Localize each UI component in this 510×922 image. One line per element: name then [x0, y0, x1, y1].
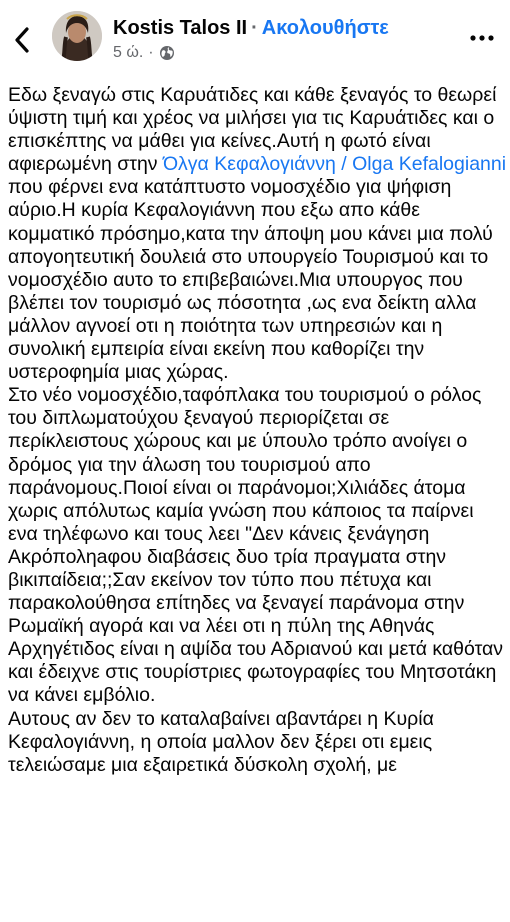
author-name[interactable]: Kostis Talos II: [113, 17, 248, 39]
author-line: [113, 16, 389, 40]
post-paragraph-2: Στο νέο νομοσχέδιο,ταφόπλακα του τουρισμού ο ρόλος του διπλωματούχου ξεναγού περιορίζεται σε περίκλειστους χώρους και με ύπουλο τρόπο ανοίγει ο δρόμος για την άλωση του τουρισμού απο παράνομους.Ποιοί είναι οι παράνομοι;Χιλιάδες άτομα χωρις απόλυτως καμία γνώση που κάποιος τα παίρνει ενα τηλέφωνο και τους λεει "Δεν κάνεις ξενάγηση Ακρόποληaφου διαβάσεις δυο τρία πραγματα στην βικιπαίδεια;;Σαν εκείνον τον τύπο που πέτυχα και παρακολούθησα επίτηδες να ξεναγεί παράνομα στην Ρωμαϊκή αγορά και να λέει οτι η πύλη της Αθηνάς Αρχηγέτιδος είναι η αψίδα του Αδριανού και μετά καθόταν και έδειχνε στις τουρίστριες φωτογραφίες του Μητσοτάκη να κάνει εμβόλιο.: [8, 384, 504, 707]
more-options-button[interactable]: [466, 28, 498, 48]
post-paragraph-3: Αυτους αν δεν το καταλαβαίνει αβαντάρει η Κυρία Κεφαλογιάννη, η οποία μαλλον δεν ξέρει οτι εμεις τελειώσαμε μια εξαιρετικά δύσκολη σχολή, με: [8, 707, 434, 776]
post-text: [8, 84, 508, 777]
post-text-segment: που φέρνει ενα κατάπτυστο νομοσχέδιο για ψήφιση αύριο.Η κυρία Κεφαλογιάννη που εξω απο κάθε κομματικό πρόσημο,κατα την άποψη μου κάνει μια πολύ απογοητευτική δουλειά στο υπουργείο Τουρισμού και το νομοσχέδιο αυτο το επιβεβαιώνει.Μια υπουργος που βλέπει τον τουρισμό ως πόσοτητα ,ως ενα δείκτη αλλα μάλλον αγνοεί οτι η ποιότητα των υπηρεσιών και η συνολική εμπειρία είναι εκείνη που καθορίζει την υστεροφημία μιας χώρας.: [8, 176, 493, 384]
mention-link[interactable]: Όλγα Κεφαλογιάννη / Olga Kefalogianni: [162, 153, 507, 176]
avatar[interactable]: [52, 11, 102, 61]
back-button[interactable]: [8, 22, 36, 58]
post-time[interactable]: 5 ώ.: [113, 44, 144, 61]
truncation-fade: [0, 892, 510, 922]
meta-separator: ·: [148, 44, 154, 61]
more-horizontal-icon: [470, 35, 494, 41]
post-paragraph-1: [8, 84, 508, 384]
post-meta: [113, 43, 175, 63]
post-text-segment: Εδω ξεναγώ στις Καρυάτιδες και κάθε ξεναγός το θεωρεί ύψιστη τιμή και χρέος να μιλήσει για τις Καρυάτιδες και ο επισκέπτης να μάθει για κείνες.Αυτή η φωτό είναι αφιερωμένη στην: [8, 84, 497, 176]
avatar-image: [52, 11, 102, 61]
post-header: [0, 0, 510, 80]
globe-icon: [159, 45, 175, 61]
name-separator: ·: [251, 17, 258, 39]
chevron-left-icon: [14, 27, 30, 53]
follow-button[interactable]: Ακολουθήστε: [261, 17, 389, 39]
